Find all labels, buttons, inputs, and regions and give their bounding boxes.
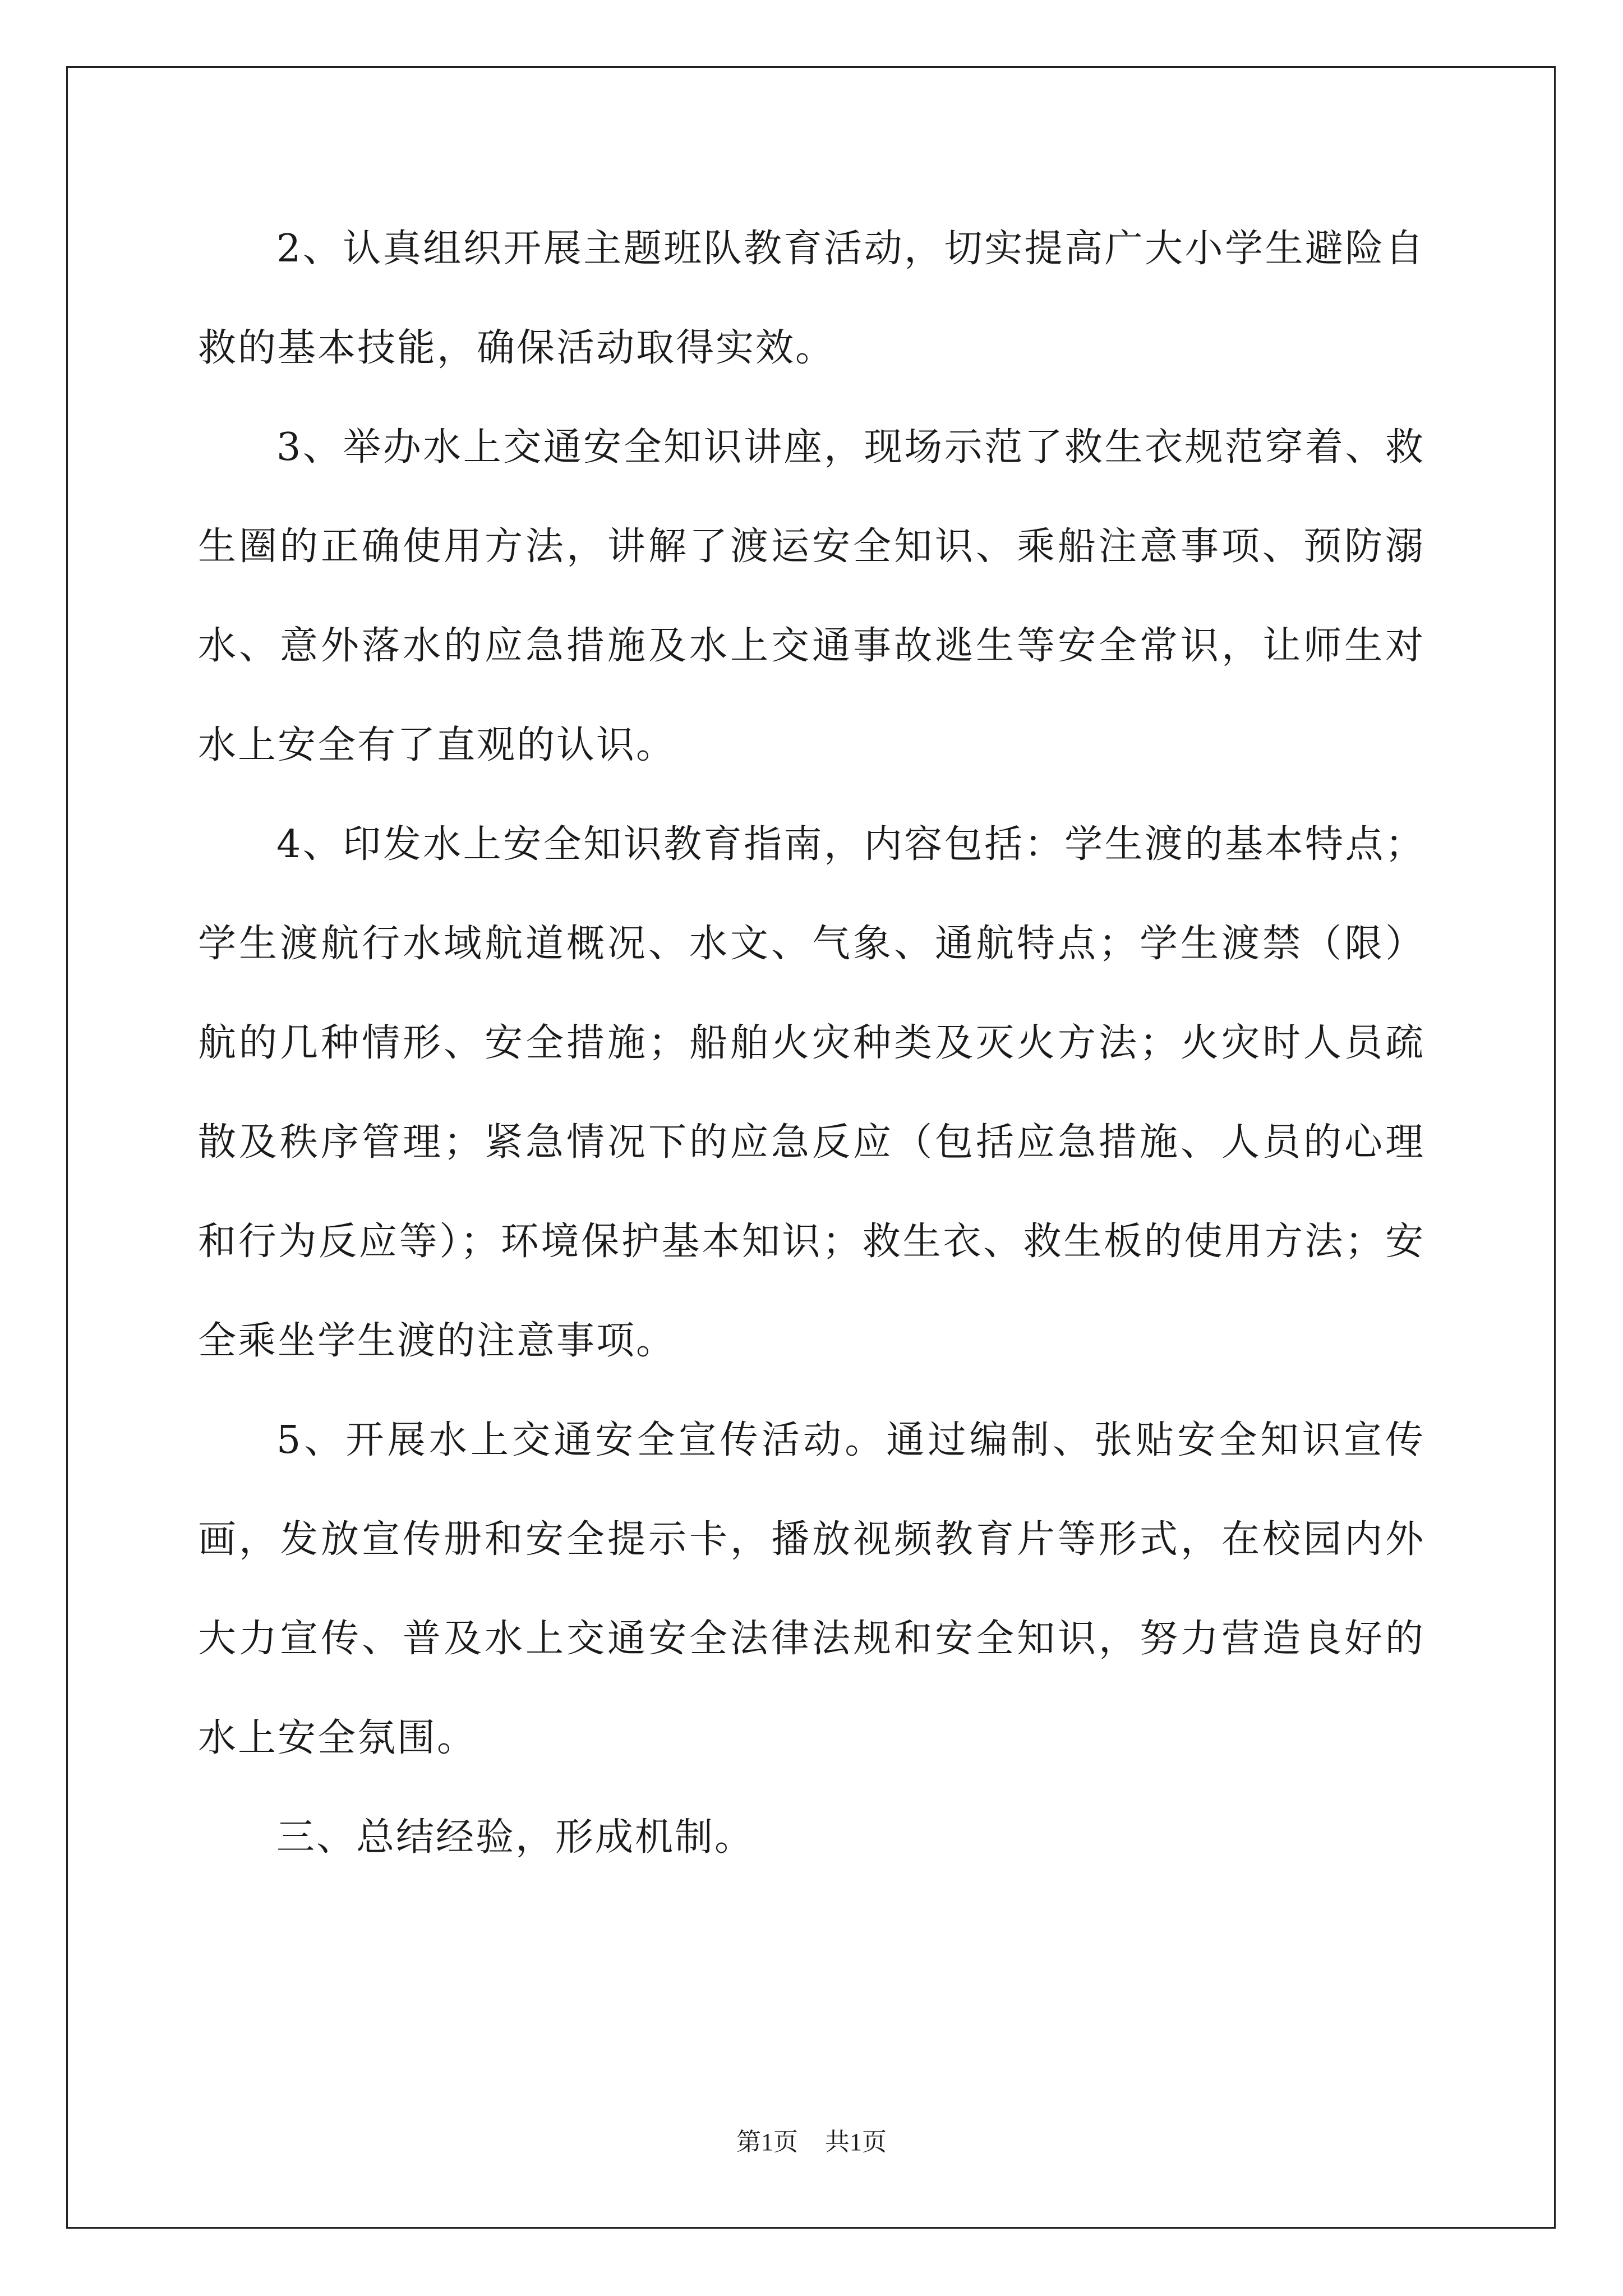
page-footer (0, 2122, 1623, 2157)
section-heading: 三、总结经验，形成机制。 (276, 1815, 755, 1860)
page-number: 第1页 (736, 2128, 798, 2156)
paragraph-4: 4、印发水上安全知识教育指南，内容包括：学生渡的基本特点；学生渡航行水域航道概况、水文、气象、通航特点；学生渡禁（限）航的几种情形、安全措施；船舶火灾种类及灭火方法；火灾时人员疏散及秩序管理；紧急情况下的应急反应（包括应急措施、人员的心理和行为反应等）；环境保护基本知识；救生衣、救生板的使用方法；安全乘坐学生渡的注意事项。 (198, 822, 1425, 1363)
paragraph-3: 3、举办水上交通安全知识讲座，现场示范了救生衣规范穿着、救生圈的正确使用方法，讲解了渡运安全知识、乘船注意事项、预防溺水、意外落水的应急措施及水上交通事故逃生等安全常识，让师生对水上安全有了直观的认识。 (198, 425, 1425, 767)
page-total: 共1页 (825, 2128, 887, 2156)
paragraph-5: 5、开展水上交通安全宣传活动。通过编制、张贴安全知识宣传画，发放宣传册和安全提示卡，播放视频教育片等形式，在校园内外大力宣传、普及水上交通安全法律法规和安全知识，努力营造良好的水上安全氛围。 (198, 1418, 1425, 1760)
paragraph-2: 2、认真组织开展主题班队教育活动，切实提高广大小学生避险自救的基本技能，确保活动取得实效。 (198, 227, 1425, 370)
document-body (198, 199, 1425, 1887)
